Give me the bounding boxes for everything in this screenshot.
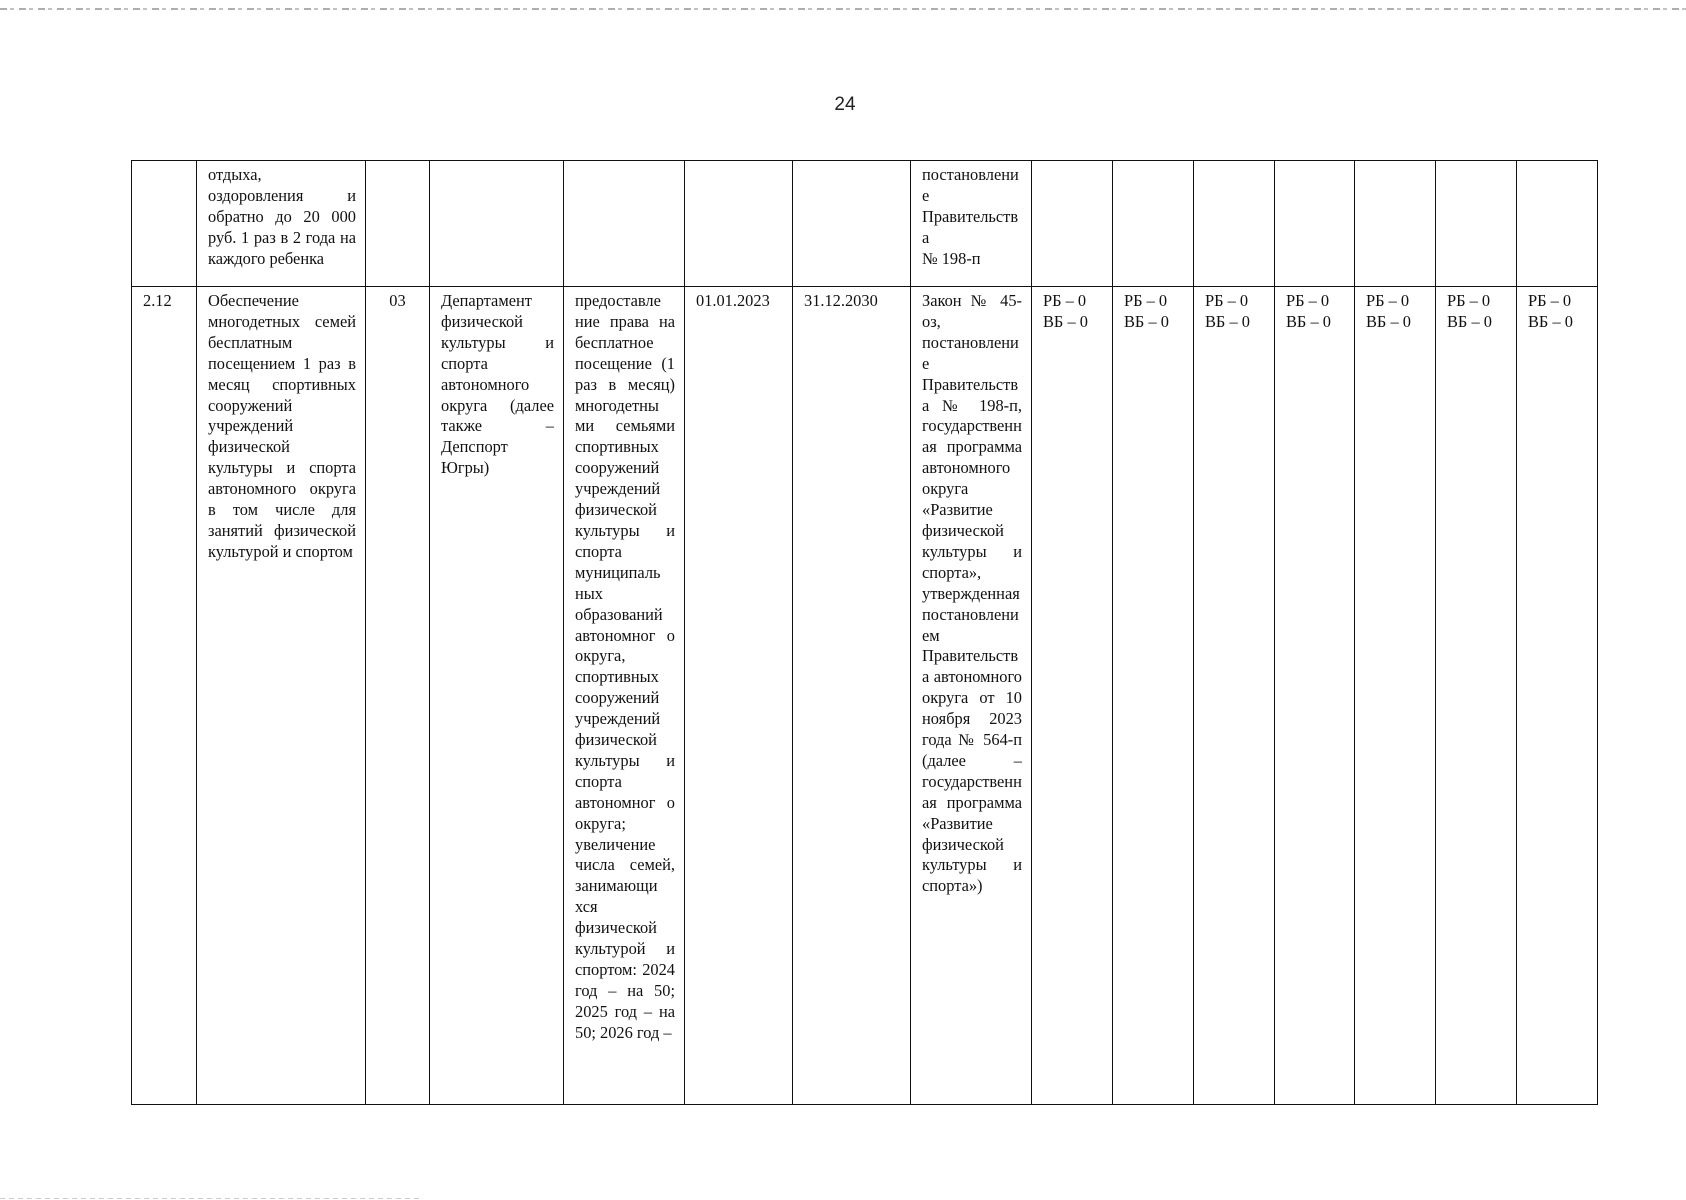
cell-number-empty: [132, 161, 197, 287]
cell-funding-empty: [1032, 161, 1113, 287]
cell-funding-7: [1517, 287, 1598, 1105]
cell-funding-empty: [1113, 161, 1194, 287]
cell-code-empty: [366, 161, 430, 287]
cell-basis: Закон № 45-оз, постановлени е Правительств а № 198-п, государственн ая программа автономного округа «Развитие физической культуры и спорта», утвержденная постановлени ем Правительств а автономного округа от 10 ноября 2023 года № 564-п (далее – государственн ая программа «Развитие физической культуры и спорта»): [911, 287, 1032, 1105]
measures-table: [131, 160, 1598, 1105]
cell-funding-empty: [1355, 161, 1436, 287]
cell-funding-empty: [1436, 161, 1517, 287]
funding-vb: ВБ – 0: [1205, 311, 1250, 331]
cell-measure-continued: отдыха, оздоровления и обратно до 20 000 руб. 1 раз в 2 года на каждого ребенка: [197, 161, 366, 287]
cell-funding-empty: [1194, 161, 1275, 287]
table-row: [132, 287, 1598, 1105]
funding-rb: РБ – 0: [1043, 291, 1087, 310]
cell-funding-6: [1436, 287, 1517, 1105]
funding-vb: ВБ – 0: [1366, 311, 1411, 331]
cell-measure: Обеспечение многодетных семей бесплатным посещением 1 раз в месяц спортивных сооружений учреждений физической культуры и спорта автономного округа в том числе для занятий физической культурой и спортом: [197, 287, 366, 1105]
cell-basis-continued: постановлени е Правительств а № 198-п: [911, 161, 1032, 287]
cell-funding-empty: [1517, 161, 1598, 287]
cell-number: 2.12: [132, 287, 197, 1105]
cell-result-empty: [564, 161, 685, 287]
funding-rb: РБ – 0: [1124, 291, 1168, 310]
cell-start-empty: [685, 161, 793, 287]
scan-artifact-bottom: [0, 1198, 420, 1199]
cell-funding-5: [1355, 287, 1436, 1105]
cell-code: 03: [366, 287, 430, 1105]
cell-executor-empty: [430, 161, 564, 287]
cell-end-date: 31.12.2030: [793, 287, 911, 1105]
page-number: 24: [834, 94, 856, 115]
funding-rb: РБ – 0: [1205, 291, 1249, 310]
cell-funding-2: [1113, 287, 1194, 1105]
scan-artifact-top: [0, 8, 1686, 10]
cell-start-date: 01.01.2023: [685, 287, 793, 1105]
table-row-continued: [132, 161, 1598, 287]
cell-result: предоставле ние права на бесплатное посещение (1 раз в месяц) многодетны ми семьями спортивных сооружений учреждений физической культуры и спорта муниципаль ных образований автономног о округа, спортивных сооружений учреждений физической культуры и спорта автономног о округа; увеличение числа семей, занимающи хся физической культурой и спортом: 2024 год – на 50; 2025 год – на 50; 2026 год –: [564, 287, 685, 1105]
funding-rb: РБ – 0: [1366, 291, 1410, 310]
funding-vb: ВБ – 0: [1124, 311, 1169, 331]
funding-vb: ВБ – 0: [1043, 311, 1088, 331]
cell-funding-3: [1194, 287, 1275, 1105]
funding-rb: РБ – 0: [1286, 291, 1330, 310]
cell-funding-4: [1275, 287, 1355, 1105]
cell-funding-empty: [1275, 161, 1355, 287]
funding-vb: ВБ – 0: [1447, 311, 1492, 331]
cell-end-empty: [793, 161, 911, 287]
cell-funding-1: [1032, 287, 1113, 1105]
funding-rb: РБ – 0: [1447, 291, 1491, 310]
funding-vb: ВБ – 0: [1286, 311, 1331, 331]
funding-vb: ВБ – 0: [1528, 311, 1573, 331]
cell-executor: Департамент физической культуры и спорта автономного округа (далее также – Депспорт Югры): [430, 287, 564, 1105]
funding-rb: РБ – 0: [1528, 291, 1572, 310]
